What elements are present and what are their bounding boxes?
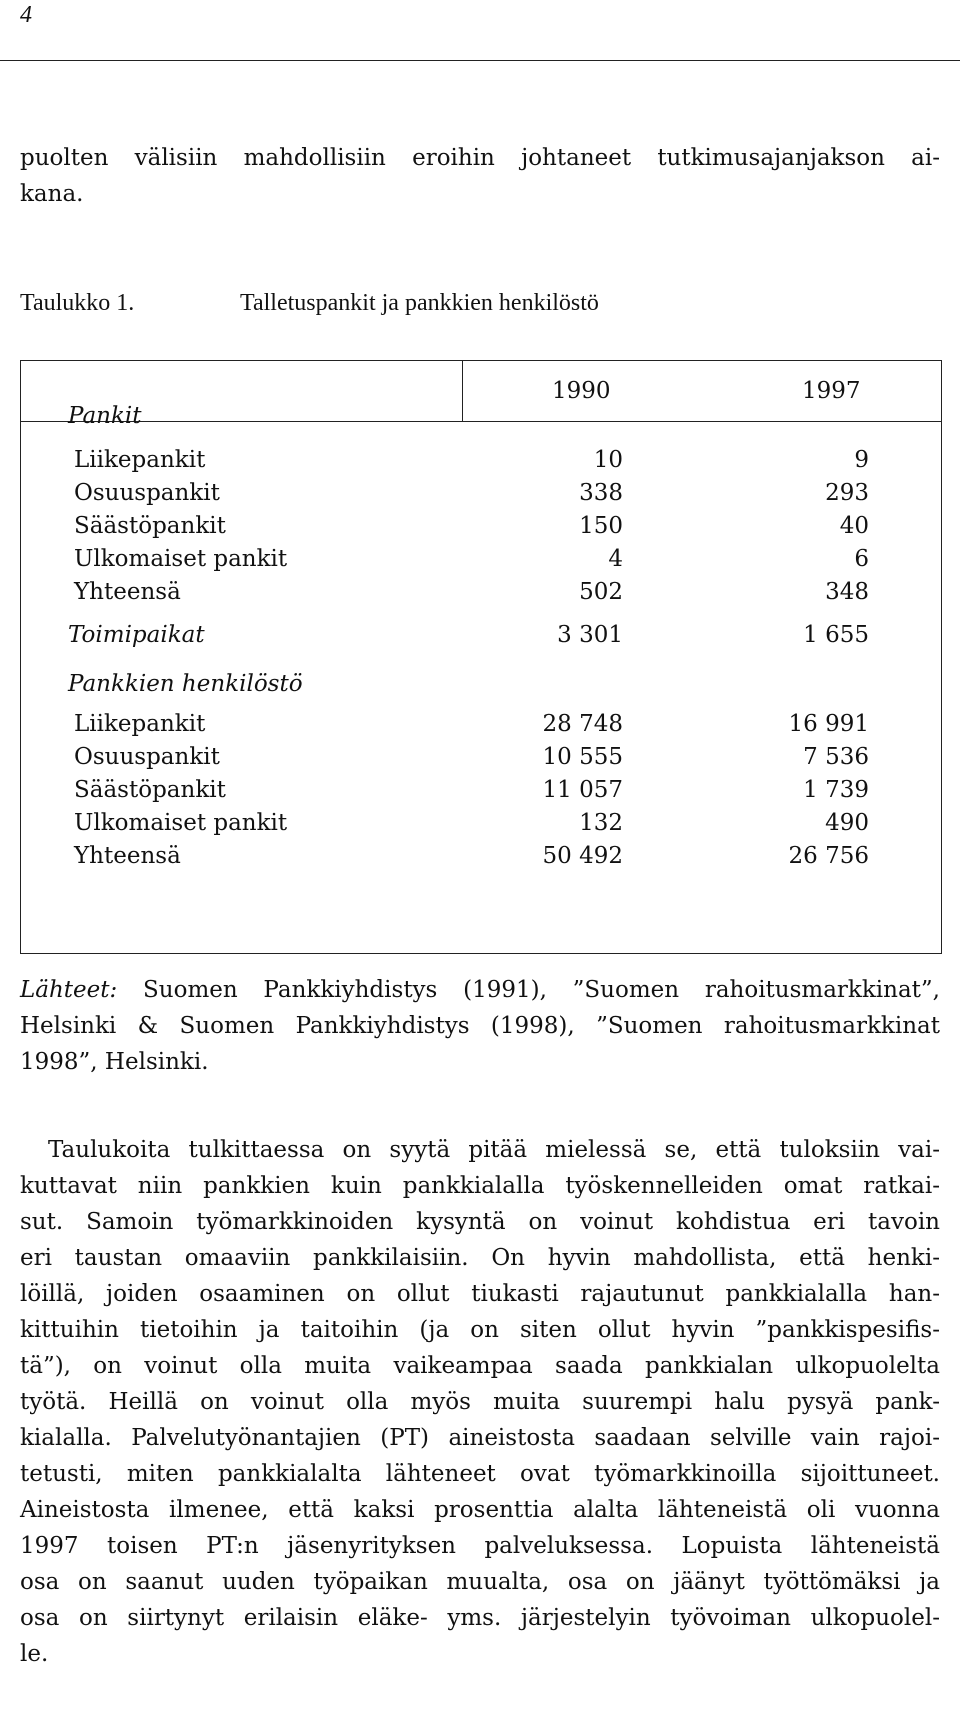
table-row — [21, 707, 941, 741]
table-row — [21, 509, 941, 543]
row-label: Säästöpankit — [74, 777, 226, 803]
cell-1997: 348 — [825, 579, 869, 605]
body-line: tä”), on voinut olla muita vaikeampaa saada pankkialan ulkopuolelta — [20, 1353, 940, 1379]
cell-1990: 3 301 — [557, 622, 623, 648]
sources-label: Lähteet: — [20, 977, 118, 1003]
header-rule — [0, 60, 960, 61]
table-row — [21, 773, 941, 807]
table-number: Taulukko 1. — [20, 290, 135, 316]
section-label: Pankit — [68, 403, 142, 429]
body-line: kialalla. Palvelutyönantajien (PT) aineistosta saadaan selville vain rajoi- — [20, 1425, 940, 1451]
cell-1990: 11 057 — [542, 777, 623, 803]
cell-1997: 6 — [854, 546, 869, 572]
table-row — [21, 806, 941, 840]
table-row — [21, 618, 941, 652]
section-label: Pankkien henkilöstö — [68, 671, 303, 697]
cell-1990: 10 — [593, 447, 623, 473]
body-line: tetusti, miten pankkialalta lähteneet ovat työmarkkinoilla sijoittuneet. — [20, 1461, 940, 1487]
cell-1997: 9 — [854, 447, 869, 473]
sources-line — [20, 972, 940, 1008]
cell-1990: 132 — [579, 810, 623, 836]
table-sources — [20, 972, 940, 1080]
table-row — [21, 542, 941, 576]
cell-1997: 40 — [839, 513, 869, 539]
sources-line: Helsinki & Suomen Pankkiyhdistys (1998), ”Suomen rahoitusmarkkinat — [20, 1013, 940, 1039]
body-line: le. — [20, 1641, 49, 1667]
table-row — [21, 575, 941, 609]
body-line: sut. Samoin työmarkkinoiden kysyntä on voinut kohdistua eri tavoin — [20, 1209, 940, 1235]
body-line: osa on siirtynyt erilaisin eläke- yms. järjestelyin työvoiman ulkopuolel- — [20, 1605, 940, 1631]
row-label: Liikepankit — [74, 447, 206, 473]
section-heading — [21, 399, 941, 433]
table-row — [21, 443, 941, 477]
cell-1990: 502 — [579, 579, 623, 605]
intro-paragraph — [20, 140, 940, 212]
cell-1990: 4 — [608, 546, 623, 572]
table-row — [21, 740, 941, 774]
table-title: Talletuspankit ja pankkien henkilöstö — [240, 290, 599, 316]
row-label: Osuuspankit — [74, 744, 220, 770]
row-label: Osuuspankit — [74, 480, 220, 506]
year-header: 1990 — [552, 378, 611, 404]
body-line: Taulukoita tulkittaessa on syytä pitää mielessä se, että tuloksiin vai- — [48, 1137, 940, 1163]
table-row — [21, 839, 941, 873]
sources-line: 1998”, Helsinki. — [20, 1049, 209, 1075]
row-label: Ulkomaiset pankit — [74, 810, 288, 836]
row-label: Yhteensä — [74, 843, 181, 869]
sources-text: Suomen Pankkiyhdistys (1991), ”Suomen rahoitusmarkkinat”, — [117, 977, 940, 1003]
body-paragraph — [20, 1132, 940, 1672]
body-line: osa on saanut uuden työpaikan muualta, osa on jäänyt työttömäksi ja — [20, 1569, 940, 1595]
cell-1990: 28 748 — [542, 711, 623, 737]
row-label: Yhteensä — [74, 579, 181, 605]
page-number: 4 — [20, 2, 32, 28]
body-line: kittuihin tietoihin ja taitoihin (ja on siten ollut hyvin ”pankkispesifis- — [20, 1317, 940, 1343]
table-row — [21, 476, 941, 510]
cell-1997: 1 739 — [803, 777, 869, 803]
cell-1997: 26 756 — [788, 843, 869, 869]
cell-1997: 1 655 — [803, 622, 869, 648]
cell-1990: 50 492 — [542, 843, 623, 869]
intro-line: puolten välisiin mahdollisiin eroihin johtaneet tutkimusajanjakson ai- — [20, 145, 940, 171]
cell-1990: 338 — [579, 480, 623, 506]
year-header: 1997 — [802, 378, 861, 404]
body-line: Aineistosta ilmenee, että kaksi prosenttia alalta lähteneistä oli vuonna — [20, 1497, 940, 1523]
table-caption — [20, 290, 599, 317]
cell-1997: 293 — [825, 480, 869, 506]
cell-1990: 10 555 — [542, 744, 623, 770]
body-line: löillä, joiden osaaminen on ollut tiukasti rajautunut pankkialalla han- — [20, 1281, 940, 1307]
data-table — [20, 360, 942, 954]
row-label: Toimipaikat — [68, 622, 205, 648]
cell-1990: 150 — [579, 513, 623, 539]
body-line: työtä. Heillä on voinut olla myös muita suurempi halu pysyä pank- — [20, 1389, 940, 1415]
section-heading — [21, 667, 941, 701]
row-label: Säästöpankit — [74, 513, 226, 539]
cell-1997: 7 536 — [803, 744, 869, 770]
body-line: 1997 toisen PT:n jäsenyrityksen palveluksessa. Lopuista lähteneistä — [20, 1533, 940, 1559]
row-label: Liikepankit — [74, 711, 206, 737]
row-label: Ulkomaiset pankit — [74, 546, 288, 572]
cell-1997: 16 991 — [788, 711, 869, 737]
body-line: kuttavat niin pankkien kuin pankkialalla työskennelleiden omat ratkai- — [20, 1173, 940, 1199]
cell-1997: 490 — [825, 810, 869, 836]
intro-line: kana. — [20, 181, 84, 207]
body-line: eri taustan omaaviin pankkilaisiin. On hyvin mahdollista, että henki- — [20, 1245, 940, 1271]
